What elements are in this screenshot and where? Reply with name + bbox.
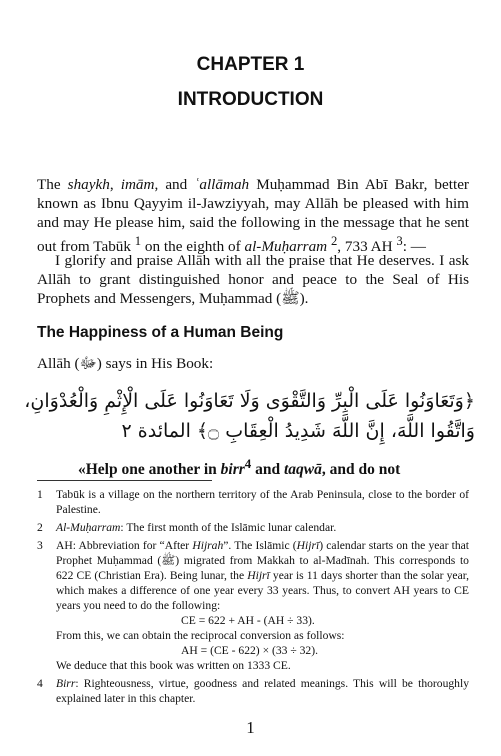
verse-intro: Allāh (ﷻ) says in His Book: xyxy=(37,355,214,372)
conversion-formula-1: CE = 622 + AH - (AH ÷ 33). xyxy=(181,614,315,627)
conversion-formula-2: AH = (CE - 622) × (33 ÷ 32). xyxy=(181,644,318,657)
arabic-verse-line-1: ﴿وَتَعَاوَنُوا عَلَى الْبِرِّ وَالتَّقْوَى وَلَا تَعَاوَنُوا عَلَى الْإِثْمِ وَالْعُدْوَانِ، xyxy=(24,390,475,412)
verse-translation: «Help one another in birr$^4$ and taqwā, and do not xyxy=(78,456,401,479)
footnote-2: 2 Al-Muḥarram: The first month of the Islāmic lunar calendar. xyxy=(37,521,337,534)
footnote-ref-1: 1 xyxy=(134,234,142,248)
chapter-heading: CHAPTER 1 xyxy=(196,54,305,75)
footnote-3: 3 AH: Abbreviation for “After Hijrah”. The Islāmic (Hijrī) calendar starts on the year that Prophet Muḥammad (ﷺ) migrated from Makkah to al-Madīnah. This corresponds to 622 CE (Christian Era). Being lunar, the Hijrī year is 11 days shorter than the solar year, which makes a difference of one year every 33 years. Thus, to convert AH years to CE years you need to do the following: CE = 622 + AH - (AH ÷ 33). From this, we can obtain the reciprocal conversion as follows: AH = (CE - 622) × (33 ÷ 32). We deduce that this book was written on 1333 CE. xyxy=(37,539,470,672)
chapter-title: INTRODUCTION xyxy=(177,89,324,110)
footnotes xyxy=(37,487,469,709)
page-number: 1 xyxy=(246,718,255,737)
footnote-4: 4 Birr: Righteousness, virtue, goodness and related meanings. This will be thoroughly explained later in this chapter. xyxy=(37,677,469,705)
footnote-divider xyxy=(37,480,212,481)
footnote-ref-4: 4 xyxy=(244,456,252,471)
praise-paragraph: I glorify and praise Allāh with all the praise that He deserves. I ask Allāh to grant distinguished honor and peace to the Seal of His Prophets and Messengers, Muḥammad (ﷺ). xyxy=(37,252,469,307)
arabic-verse-line-2: وَاتَّقُوا اللَّهَ، إِنَّ اللَّهَ شَدِيدُ الْعِقَابِ ۝﴾ المائدة ٢ xyxy=(121,420,475,442)
section-heading: The Happiness of a Human Being xyxy=(37,324,284,341)
footnote-ref-3: 3 xyxy=(396,234,403,248)
footnote-1: 1 Tabūk is a village on the northern territory of the Arab Peninsula, close to the border of Palestine. xyxy=(37,488,469,516)
opening-paragraph: The shaykh, imām, and ʿallāmah Muḥammad Bin Abī Bakr, better known as Ibnu Qayyim il-Jawziyyah, may Allāh be pleased with him and may He please him, said the following in the message that he sent out from Tabūk $^1$ on the eighth of al-Muḥarram $^2$, 733 AH $^3$: — xyxy=(37,176,469,256)
footnote-ref-2: 2 xyxy=(330,234,338,248)
